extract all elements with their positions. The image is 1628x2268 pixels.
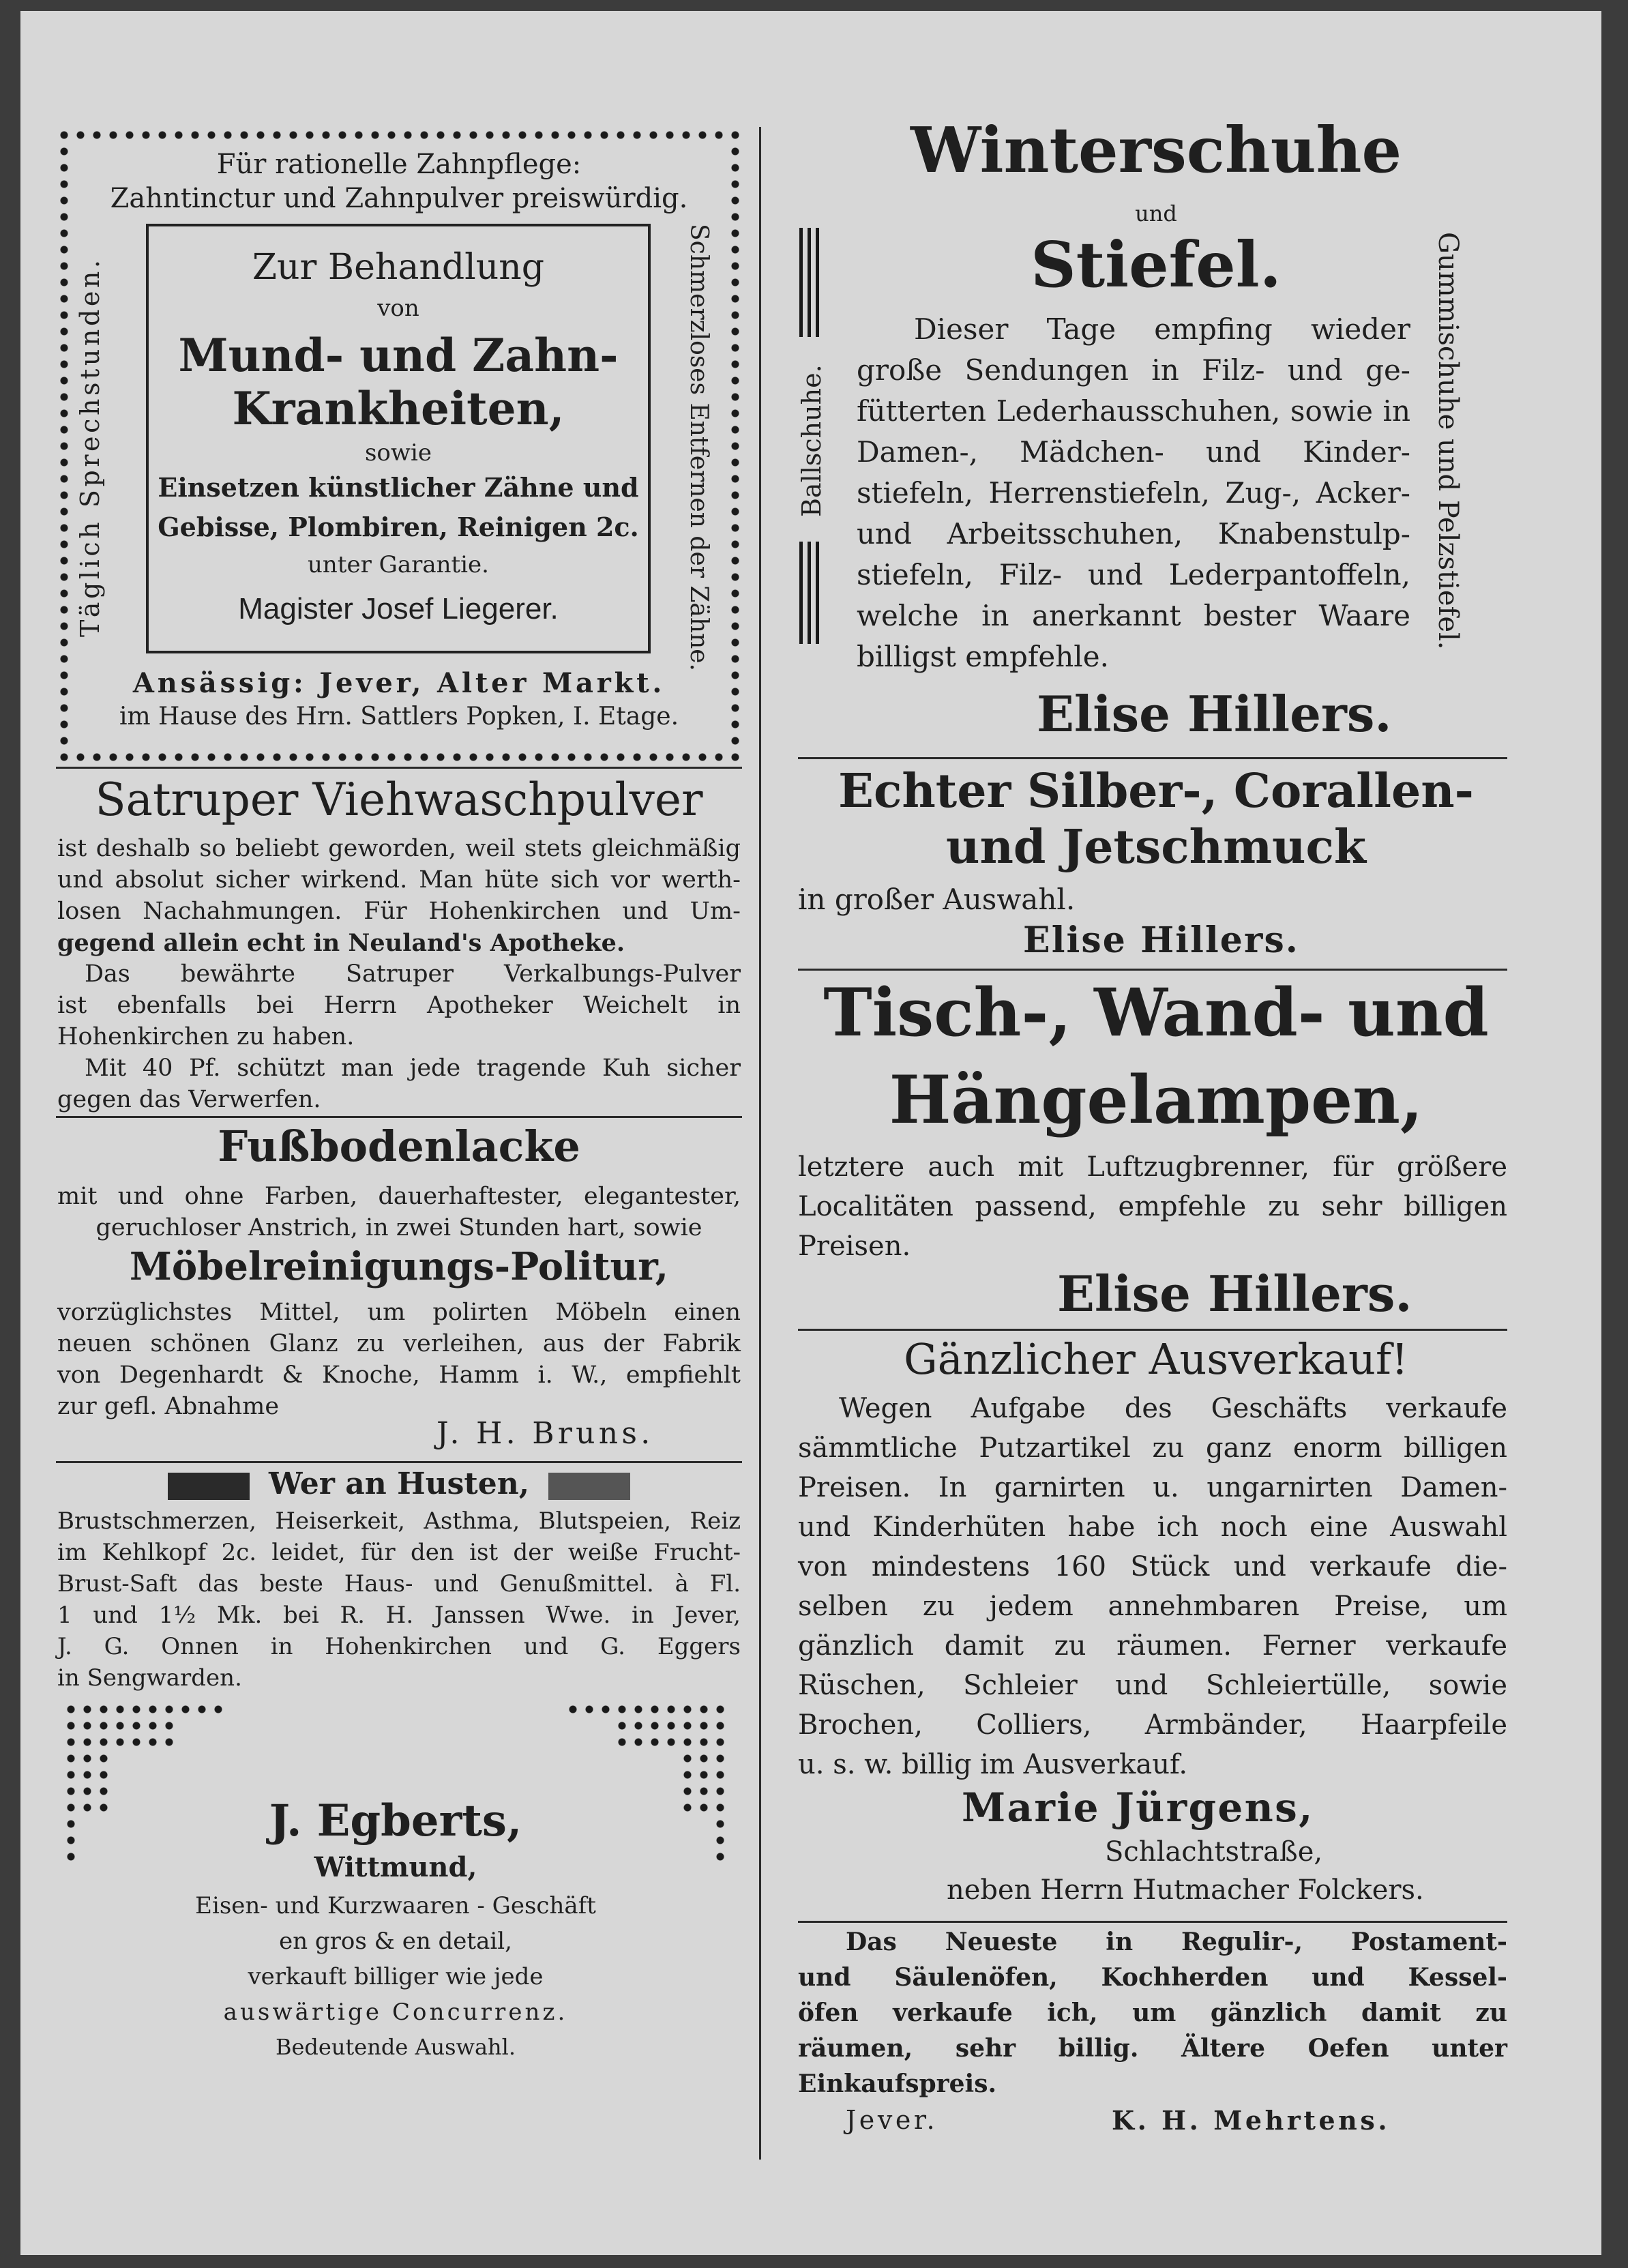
- zahn-side-right: Schmerzloses Entfernen der Zähne.: [685, 224, 713, 671]
- divider: [798, 969, 1507, 971]
- divider: [798, 757, 1507, 759]
- rule-bar: [799, 228, 803, 337]
- winter-line-2: große Sendungen in Filz- und ge-: [857, 353, 1410, 387]
- lampen-heading-1: Tisch-, Wand- und: [823, 974, 1489, 1051]
- ausverkauf-signature: Marie Jürgens,: [962, 1784, 1314, 1831]
- winter-side-right: Gummischuhe und Pelzstiefel.: [1432, 231, 1464, 650]
- zahn-top-line-1: Für rationelle Zahnpflege:: [216, 149, 582, 180]
- zahn-side-left: Täglich Sprechstunden.: [75, 256, 105, 637]
- fuss-line-6: zur gefl. Abnahme: [57, 1393, 280, 1420]
- fuss-line-3: vorzüglichstes Mittel, um polirten Möbeln einen: [57, 1299, 741, 1326]
- fuss-line-1: mit und ohne Farben, dauerhaftester, elegantester,: [57, 1183, 741, 1210]
- winter-heading-2: Stiefel.: [1031, 228, 1282, 301]
- oefen-line-3: öfen verkaufe ich, um gänzlich damit zu: [798, 1999, 1507, 2027]
- zahn-top-line-2: Zahntinctur und Zahnpulver preiswürdig.: [110, 183, 688, 214]
- satrup-line-3: losen Nachahmungen. Für Hohenkirchen und Um-: [57, 898, 741, 925]
- winter-und: und: [1135, 201, 1177, 226]
- satrup-line-5: Das bewährte Satruper Verkalbungs-Pulver: [85, 960, 741, 988]
- ausverkauf-address-2: neben Herrn Hutmacher Folckers.: [947, 1874, 1424, 1906]
- rule-bar: [808, 228, 811, 337]
- satrup-line-4: gegend allein echt in Neuland's Apotheke.: [57, 929, 625, 957]
- divider: [798, 1921, 1507, 1923]
- winter-line-4: Damen-, Mädchen- und Kinder-: [857, 435, 1410, 469]
- zahn-title-8: unter Garantie.: [308, 551, 489, 578]
- egberts-line-2: en gros & en detail,: [279, 1928, 512, 1955]
- satrup-line-1: ist deshalb so beliebt geworden, weil stets gleichmäßig: [57, 835, 741, 862]
- silber-heading-2: und Jetschmuck: [946, 820, 1366, 874]
- column-divider: [759, 127, 761, 2160]
- zahn-ad: [72, 143, 726, 745]
- fuss-heading: Fußbodenlacke: [218, 1121, 580, 1171]
- zahn-address-1: Ansässig: Jever, Alter Markt.: [132, 667, 666, 699]
- lampen-signature: Elise Hillers.: [1057, 1265, 1412, 1323]
- rule-bar: [816, 228, 819, 337]
- oefen-line-4: räumen, sehr billig. Ältere Oefen unter: [798, 2034, 1507, 2063]
- ausverkauf-line-2: sämmtliche Putzartikel zu ganz enorm billigen: [798, 1432, 1507, 1464]
- fuss-line-2: geruchloser Anstrich, in zwei Stunden hart, sowie: [95, 1214, 702, 1241]
- newspaper-page: [20, 11, 1601, 2255]
- egberts-line-1: Eisen- und Kurzwaaren - Geschäft: [195, 1892, 596, 1919]
- winter-line-6: und Arbeitsschuhen, Knabenstulp-: [857, 517, 1410, 550]
- divider: [798, 1329, 1507, 1331]
- egberts-line-4: auswärtige Concurrenz.: [223, 1999, 568, 2026]
- egberts-name: J. Egberts,: [269, 1795, 522, 1846]
- ausverkauf-line-10: u. s. w. billig im Ausverkauf.: [798, 1749, 1188, 1780]
- egberts-line-3: verkauft billiger wie jede: [248, 1963, 544, 1990]
- egberts-ad: [63, 1701, 728, 2192]
- zahn-title-5: sowie: [364, 439, 432, 467]
- fuss-heading-2: Möbelreinigungs-Politur,: [129, 1244, 669, 1289]
- grey-block: [548, 1473, 630, 1500]
- fuss-line-5: von Degenhardt & Knoche, Hamm i. W., empfiehlt: [57, 1361, 741, 1389]
- ausverkauf-line-5: von mindestens 160 Stück und verkaufe die-: [798, 1551, 1507, 1582]
- winter-line-3: fütterten Lederhausschuhen, sowie in: [857, 394, 1410, 428]
- husten-line-2: im Kehlkopf 2c. leidet, für den ist der weiße Frucht-: [57, 1539, 741, 1566]
- zahn-title-1: Zur Behandlung: [252, 247, 545, 288]
- egberts-line-5: Bedeutende Auswahl.: [275, 2034, 516, 2060]
- oefen-line-2: und Säulenöfen, Kochherden und Kessel-: [798, 1963, 1507, 1992]
- satrup-line-7: Hohenkirchen zu haben.: [57, 1023, 355, 1050]
- ausverkauf-line-1: Wegen Aufgabe des Geschäfts verkaufe: [839, 1393, 1507, 1424]
- ausverkauf-address-1: Schlachtstraße,: [1105, 1836, 1323, 1868]
- divider: [56, 767, 742, 769]
- ausverkauf-line-8: Rüschen, Schleier und Schleiertülle, sowie: [798, 1670, 1507, 1701]
- winter-line-7: stiefeln, Filz- und Lederpantoffeln,: [857, 558, 1410, 591]
- rule-bar: [799, 542, 803, 644]
- husten-line-1: Brustschmerzen, Heiserkeit, Asthma, Blutspeien, Reiz: [57, 1507, 741, 1535]
- silber-signature: Elise Hillers.: [1023, 919, 1299, 961]
- husten-line-5: J. G. Onnen in Hohenkirchen und G. Eggers: [57, 1633, 741, 1660]
- corner-pattern-top-left: [63, 1701, 226, 1718]
- satrup-line-8: Mit 40 Pf. schützt man jede tragende Kuh sicher: [85, 1055, 741, 1082]
- lampen-heading-2: Hängelampen,: [889, 1061, 1423, 1138]
- silber-heading-1: Echter Silber-, Corallen-: [838, 764, 1474, 819]
- lampen-line-2: Localitäten passend, empfehle zu sehr billigen: [798, 1191, 1507, 1222]
- husten-line-3: Brust-Saft das beste Haus- und Genußmittel. à Fl.: [57, 1570, 741, 1597]
- winter-heading-1: Winterschuhe: [910, 113, 1402, 187]
- zahn-inner-frame: [146, 224, 651, 653]
- zahn-address-2: im Hause des Hrn. Sattlers Popken, I. Etage.: [119, 703, 679, 731]
- zahn-title-4: Krankheiten,: [232, 382, 565, 435]
- husten-line-6: in Sengwarden.: [57, 1664, 242, 1692]
- rule-bar: [808, 542, 811, 644]
- satrup-line-9: gegen das Verwerfen.: [57, 1086, 321, 1113]
- divider: [56, 1461, 742, 1463]
- husten-line-4: 1 und 1½ Mk. bei R. H. Janssen Wwe. in Jever,: [57, 1602, 741, 1629]
- winter-line-5: stiefeln, Herrenstiefeln, Zug-, Acker-: [857, 476, 1410, 510]
- oefen-signature: K. H. Mehrtens.: [1112, 2105, 1391, 2136]
- zahn-title-6: Einsetzen künstlicher Zähne und: [158, 472, 639, 503]
- black-block: [168, 1473, 250, 1500]
- ausverkauf-line-9: Brochen, Colliers, Armbänder, Haarpfeile: [798, 1709, 1507, 1741]
- satrup-heading: Satruper Viehwaschpulver: [95, 774, 703, 826]
- winter-line-8: welche in anerkannt bester Waare: [857, 599, 1410, 632]
- husten-heading-row: [56, 1467, 742, 1501]
- zahn-title-7: Gebisse, Plombiren, Reinigen 2c.: [158, 512, 639, 542]
- zahn-title-2: von: [377, 295, 419, 322]
- corner-pattern-top-right: [565, 1701, 728, 1718]
- ausverkauf-line-3: Preisen. In garnirten u. ungarnirten Damen-: [798, 1472, 1507, 1503]
- husten-heading: Wer an Husten,: [268, 1467, 530, 1501]
- lampen-line-1: letztere auch mit Luftzugbrenner, für größere: [798, 1151, 1507, 1183]
- winter-line-9: billigst empfehle.: [857, 640, 1109, 673]
- lampen-line-3: Preisen.: [798, 1231, 911, 1262]
- ausverkauf-heading: Gänzlicher Ausverkauf!: [904, 1334, 1408, 1384]
- winter-signature: Elise Hillers.: [1037, 685, 1392, 743]
- zahn-practitioner-name: Magister Josef Liegerer.: [238, 592, 559, 625]
- divider: [56, 1116, 742, 1118]
- fuss-signature: J. H. Bruns.: [436, 1416, 654, 1451]
- oefen-place: Jever.: [846, 2105, 938, 2135]
- fuss-line-4: neuen schönen Glanz zu verleihen, aus der Fabrik: [57, 1330, 741, 1357]
- ausverkauf-line-6: selben zu jedem annehmbaren Preise, um: [798, 1591, 1507, 1622]
- satrup-line-6: ist ebenfalls bei Herrn Apotheker Weichelt in: [57, 992, 741, 1019]
- rule-bar: [816, 542, 819, 644]
- satrup-line-2: und absolut sicher wirkend. Man hüte sich vor werth-: [57, 866, 741, 894]
- ausverkauf-line-7: gänzlich damit zu räumen. Ferner verkaufe: [798, 1630, 1507, 1662]
- silber-line-1: in großer Auswahl.: [798, 883, 1076, 916]
- oefen-line-1: Das Neueste in Regulir-, Postament-: [846, 1928, 1507, 1956]
- winter-line-1: Dieser Tage empfing wieder: [914, 312, 1410, 346]
- oefen-line-5: Einkaufspreis.: [798, 2070, 997, 2098]
- ausverkauf-line-4: und Kinderhüten habe ich noch eine Auswahl: [798, 1512, 1507, 1543]
- zahn-title-3: Mund- und Zahn-: [178, 329, 619, 382]
- winter-side-left: Ballschuhe.: [797, 364, 827, 517]
- egberts-town: Wittmund,: [314, 1851, 477, 1883]
